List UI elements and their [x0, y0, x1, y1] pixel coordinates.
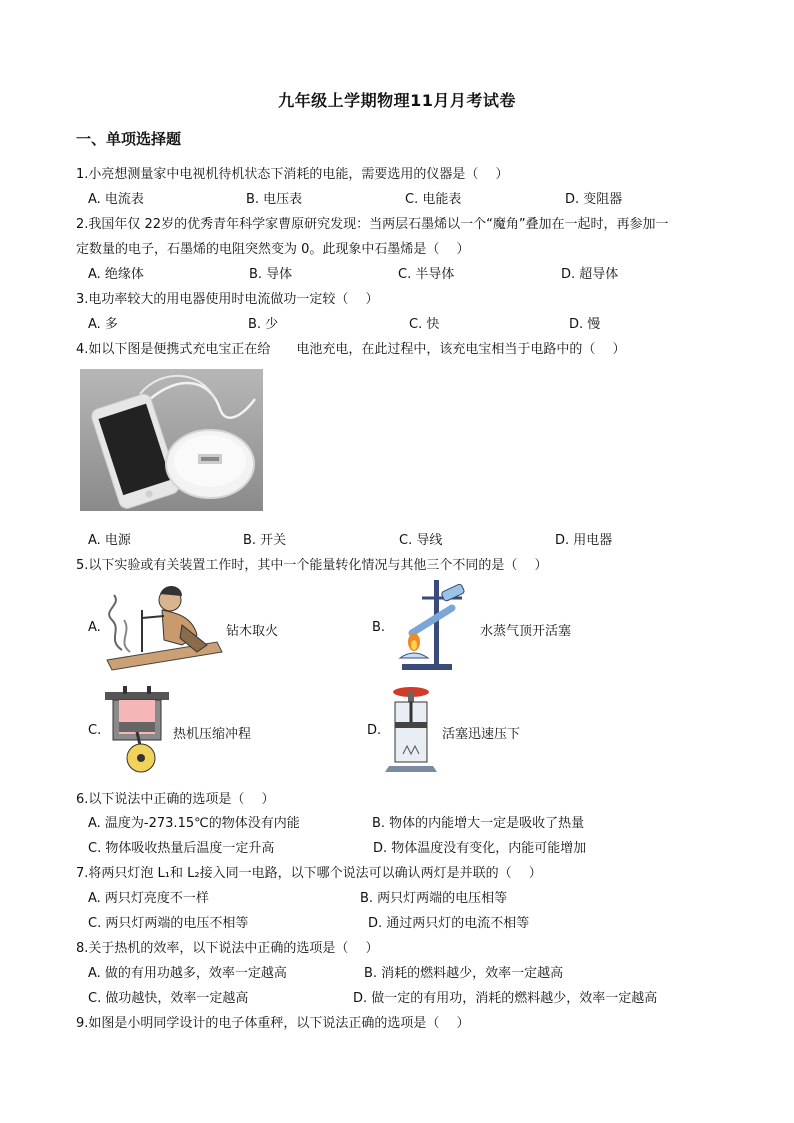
q5-option-c[interactable]: C.	[88, 723, 102, 738]
q7-option-c[interactable]: C. 两只灯两端的电压不相等	[88, 916, 249, 931]
section-heading: 一、单项选择题	[76, 130, 182, 148]
powerbank-photo	[80, 369, 263, 511]
q5-option-a[interactable]: A.	[88, 620, 101, 635]
q2-option-c[interactable]: C. 半导体	[398, 267, 455, 282]
q6-option-b[interactable]: B. 物体的内能增大一定是吸收了热量	[372, 816, 585, 831]
q1-option-c[interactable]: C. 电能表	[405, 192, 462, 207]
question-2-stem-line2: 定数量的电子，石墨烯的电阻突然变为 0。此现象中石墨烯是（ ）	[76, 242, 470, 257]
q5-caption-b: 水蒸气顶开活塞	[480, 624, 572, 639]
q4-option-d[interactable]: D. 用电器	[555, 533, 613, 548]
q2-option-a[interactable]: A. 绝缘体	[88, 267, 144, 282]
q6-option-a[interactable]: A. 温度为-273.15℃的物体没有内能	[88, 816, 300, 831]
q1-option-d[interactable]: D. 变阻器	[565, 192, 623, 207]
q7-option-b[interactable]: B. 两只灯两端的电压相等	[360, 891, 508, 906]
question-6-stem: 6.以下说法中正确的选项是（ ）	[76, 792, 275, 807]
q5-caption-d: 活塞迅速压下	[442, 727, 521, 742]
q2-option-b[interactable]: B. 导体	[249, 267, 293, 282]
phone-charging-illustration	[80, 369, 263, 511]
q3-option-a[interactable]: A. 多	[88, 317, 118, 332]
q4-option-c[interactable]: C. 导线	[399, 533, 443, 548]
q5-option-d[interactable]: D.	[367, 723, 382, 738]
q1-option-a[interactable]: A. 电流表	[88, 192, 144, 207]
question-2-stem-line1: 2.我国年仅 22岁的优秀青年科学家曹原研究发现：当两层石墨烯以一个“魔角”叠加在一起时，再参加一	[76, 217, 669, 232]
q6-option-c[interactable]: C. 物体吸收热量后温度一定升高	[88, 841, 275, 856]
question-5-stem: 5.以下实验或有关装置工作时，其中一个能量转化情况与其他三个不同的是（ ）	[76, 558, 548, 573]
q3-option-c[interactable]: C. 快	[409, 317, 440, 332]
q7-option-a[interactable]: A. 两只灯亮度不一样	[88, 891, 209, 906]
question-8-stem: 8.关于热机的效率，以下说法中正确的选项是（ ）	[76, 941, 379, 956]
question-9-stem: 9.如图是小明同学设计的电子体重秤，以下说法正确的选项是（ ）	[76, 1016, 470, 1031]
q8-option-c[interactable]: C. 做功越快，效率一定越高	[88, 991, 249, 1006]
q6-option-d[interactable]: D. 物体温度没有变化，内能可能增加	[373, 841, 587, 856]
q5-caption-a: 钻木取火	[226, 624, 279, 639]
q5-option-b[interactable]: B.	[372, 620, 386, 635]
q8-option-b[interactable]: B. 消耗的燃料越少，效率一定越高	[364, 966, 564, 981]
q8-option-d[interactable]: D. 做一定的有用功，消耗的燃料越少，效率一定越高	[353, 991, 658, 1006]
q3-option-b[interactable]: B. 少	[248, 317, 279, 332]
question-7-stem: 7.将两只灯泡 L₁和 L₂接入同一电路，以下哪个说法可以确认两灯是并联的（ ）	[76, 866, 542, 881]
q2-option-d[interactable]: D. 超导体	[561, 267, 619, 282]
steam-test-tube-figure	[392, 578, 472, 672]
drilling-wood-fire-figure	[102, 580, 227, 672]
engine-compression-figure	[103, 686, 173, 774]
q7-option-d[interactable]: D. 通过两只灯的电流不相等	[368, 916, 530, 931]
question-4-stem: 4.如以下图是便携式充电宝正在给 电池充电，在此过程中，该充电宝相当于电路中的（ ）	[76, 342, 626, 357]
q5-caption-c: 热机压缩冲程	[173, 727, 252, 742]
q4-option-b[interactable]: B. 开关	[243, 533, 287, 548]
question-3-stem: 3.电功率较大的用电器使用时电流做功一定较（ ）	[76, 292, 379, 307]
exam-title: 九年级上学期物理11月月考试卷	[278, 91, 516, 110]
piston-press-cylinder-figure	[383, 686, 439, 774]
q4-option-a[interactable]: A. 电源	[88, 533, 131, 548]
q1-option-b[interactable]: B. 电压表	[246, 192, 303, 207]
q3-option-d[interactable]: D. 慢	[569, 317, 601, 332]
q8-option-a[interactable]: A. 做的有用功越多，效率一定越高	[88, 966, 287, 981]
question-1-stem: 1.小亮想测量家中电视机待机状态下消耗的电能，需要选用的仪器是（ ）	[76, 167, 509, 182]
